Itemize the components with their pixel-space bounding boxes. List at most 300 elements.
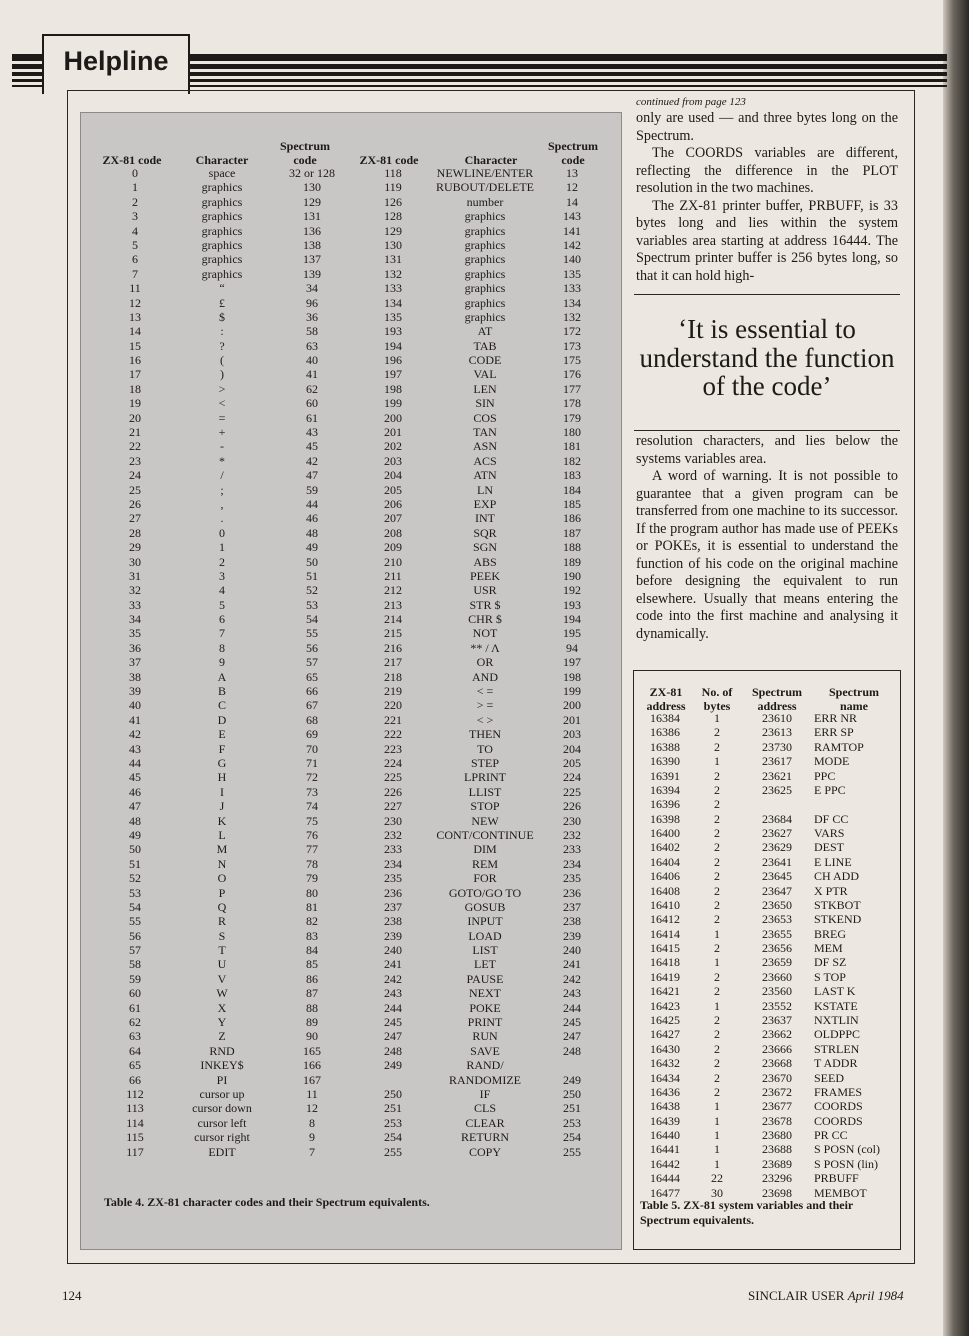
t5-zx-address: 16477	[650, 1185, 680, 1200]
t5-bytes: 2	[714, 840, 720, 855]
t4-character: 1	[219, 540, 225, 555]
t4-zx-code: 2	[132, 194, 138, 209]
t4-spectrum-code: 137	[303, 252, 321, 267]
paragraph: A word of warning. It is not possible to guarantee that a given program can be transferred from one machine to its successor. If the program author has made use of PEEKs or POKEs, it is essential to understand the function of his code on the original machine before designing the equivalent to run elsewhere. Usually that means entering the code into the first machine and analysing it dynamically.	[636, 468, 898, 642]
t5-bytes: 2	[714, 883, 720, 898]
t4-character: F	[218, 741, 226, 756]
t4-character: G	[217, 755, 227, 770]
t4-spectrum-code: 193	[563, 597, 581, 612]
t4-character: POKE	[469, 1000, 501, 1015]
t5-zx-address: 16386	[650, 725, 680, 740]
t4-character: OR	[476, 655, 494, 670]
t4-character: COS	[473, 410, 497, 425]
t4-spectrum-code: 179	[563, 410, 581, 425]
t4-zx-code: 203	[384, 453, 402, 468]
t4-character: NOT	[472, 626, 498, 641]
t4-spectrum-code: 129	[303, 194, 321, 209]
t4-zx-code: 237	[384, 899, 402, 914]
t4-character: LET	[474, 957, 496, 972]
t4-character: IF	[479, 1086, 491, 1101]
t5-header-spec: Spectrum address	[752, 685, 802, 713]
t4-spectrum-code: 185	[563, 496, 581, 511]
t4-spectrum-code: 84	[306, 943, 318, 958]
t5-spectrum-address: 23610	[762, 711, 792, 725]
t4-character: graphics	[464, 266, 506, 281]
t4-spectrum-code: 205	[563, 755, 581, 770]
t4-zx-code: 16	[129, 353, 141, 368]
t5-bytes: 1	[714, 711, 720, 725]
paragraph: The COORDS variables are different, reflecting the difference in the PLOT resolution in the two machines.	[636, 145, 898, 196]
t4-spectrum-code: 32 or 128	[289, 166, 335, 180]
t5-bytes: 1	[714, 1113, 720, 1128]
t4-character: space	[208, 166, 236, 180]
t4-character: graphics	[464, 295, 506, 310]
t5-bytes: 2	[714, 1070, 720, 1085]
t5-bytes: 1	[714, 998, 720, 1013]
t4-zx-code: 242	[384, 971, 402, 986]
t5-spectrum-address: 23621	[762, 768, 792, 783]
t4-zx-code: 56	[129, 928, 141, 943]
t5-zx-address: 16415	[650, 941, 680, 956]
t4-zx-code: 29	[129, 540, 141, 555]
t4-character: NEXT	[469, 986, 501, 1001]
t5-zx-address: 16400	[650, 826, 680, 841]
t4-spectrum-code: 61	[306, 410, 318, 425]
t4-zx-code: 223	[384, 741, 402, 756]
t4-spectrum-code: 190	[563, 568, 581, 583]
t5-bytes: 1	[714, 1156, 720, 1171]
t4-zx-code: 50	[129, 842, 141, 857]
t4-spectrum-code: 139	[303, 266, 321, 281]
t4-spectrum-code: 46	[306, 511, 318, 526]
t5-spectrum-address: 23655	[762, 926, 792, 941]
t4-spectrum-code: 189	[563, 554, 581, 569]
t4-spectrum-code: 11	[306, 1086, 318, 1101]
t4-character: :	[220, 324, 224, 339]
t4-character: U	[217, 957, 227, 972]
t4-zx-code: 221	[384, 712, 402, 727]
t4-character: RUBOUT/DELETE	[436, 180, 534, 195]
t4-spectrum-code: 180	[563, 425, 581, 440]
t5-zx-address: 16396	[650, 797, 680, 812]
t4-zx-code: 49	[129, 827, 141, 842]
t4-character: ASN	[472, 439, 497, 454]
t5-bytes: 1	[714, 754, 720, 769]
t4-spectrum-code: 195	[563, 626, 581, 641]
t4-spectrum-code: 224	[563, 770, 581, 785]
t4-spectrum-code: 56	[306, 640, 318, 655]
t5-zx-address: 16398	[650, 811, 680, 826]
t5-spectrum-name: BREG	[814, 926, 847, 941]
t5-spectrum-address: 23689	[762, 1156, 792, 1171]
t4-character: .	[220, 511, 224, 526]
t4-character: C	[217, 698, 226, 713]
t5-spectrum-name: COORDS	[814, 1099, 863, 1114]
t4-spectrum-code: 238	[563, 914, 581, 929]
t4-zx-code: 65	[129, 1058, 141, 1073]
magazine-name: SINCLAIR USER	[748, 1288, 845, 1303]
t4-character: graphics	[201, 266, 243, 281]
t5-spectrum-name: PPC	[814, 768, 836, 783]
t4-character: <	[218, 396, 226, 411]
t4-zx-code: 51	[129, 856, 141, 871]
t5-spectrum-name: STRLEN	[814, 1041, 860, 1056]
t4-zx-code: 207	[384, 511, 402, 526]
t4-spectrum-code: 47	[306, 468, 318, 483]
t4-zx-code: 61	[129, 1000, 141, 1015]
t4-character: > =	[476, 698, 494, 713]
t5-spectrum-name: LAST K	[814, 984, 856, 999]
t4-spectrum-code: 242	[563, 971, 581, 986]
t4-character: LIST	[472, 943, 498, 958]
t4-character: *	[219, 453, 225, 468]
t4-spectrum-code: 69	[306, 727, 318, 742]
t4-spectrum-code: 45	[306, 439, 318, 454]
t4-character: NEW	[471, 813, 499, 828]
t5-zx-address: 16421	[650, 984, 680, 999]
t4-zx-code: 249	[384, 1058, 402, 1073]
t4-zx-code: 117	[126, 1144, 144, 1159]
t4-spectrum-code: 55	[306, 626, 318, 641]
t4-zx-code: 22	[129, 439, 141, 454]
t4-zx-code: 247	[384, 1029, 402, 1044]
t4-spectrum-code: 245	[563, 1015, 581, 1029]
t5-spectrum-address: 23296	[762, 1171, 792, 1186]
t4-zx-code: 211	[384, 568, 402, 583]
t4-spectrum-code: 204	[563, 741, 581, 756]
t4-character: LN	[477, 482, 493, 497]
t4-spectrum-code: 63	[306, 338, 318, 353]
t4-spectrum-code: 83	[306, 928, 318, 943]
t5-zx-address: 16394	[650, 782, 680, 797]
t4-zx-code: 52	[129, 871, 141, 886]
t4-zx-code: 62	[129, 1015, 141, 1029]
t4-spectrum-code: 74	[306, 799, 318, 814]
t4-character: graphics	[201, 223, 243, 238]
t4-zx-code: 212	[384, 583, 402, 598]
t4-spectrum-code: 165	[303, 1043, 321, 1058]
t4-spectrum-code: 200	[563, 698, 581, 713]
t4-character: THEN	[469, 727, 501, 742]
t4-zx-code: 217	[384, 655, 402, 670]
t4-zx-code: 236	[384, 885, 402, 900]
t4-zx-code: 198	[384, 381, 402, 396]
t4-character: number	[466, 194, 504, 209]
t5-zx-address: 16418	[650, 955, 680, 970]
t4-zx-code: 129	[384, 223, 402, 238]
t4-spectrum-code: 14	[566, 194, 578, 209]
t4-spectrum-code: 71	[306, 755, 318, 770]
t4-zx-code: 28	[129, 525, 141, 540]
t4-character: INKEY$	[200, 1058, 244, 1073]
t4-zx-code: 216	[384, 640, 402, 655]
t4-character: REM	[471, 856, 498, 871]
t4-zx-code: 53	[129, 885, 141, 900]
t4-spectrum-code: 239	[563, 928, 581, 943]
t5-spectrum-name: T ADDR	[814, 1056, 858, 1071]
t4-zx-code: 44	[129, 755, 141, 770]
t4-zx-code: 112	[126, 1086, 144, 1101]
t4-spectrum-code: 44	[306, 496, 318, 511]
t4-zx-code: 204	[384, 468, 402, 483]
paragraph: resolution characters, and lies below the systems variables area.	[636, 433, 898, 467]
t4-character: graphics	[464, 281, 506, 296]
t4-character: < =	[476, 684, 494, 699]
t4-character: STR $	[469, 597, 501, 612]
t4-zx-code: 4	[132, 223, 138, 238]
t4-spectrum-code: 253	[563, 1115, 581, 1130]
t4-zx-code: 30	[129, 554, 141, 569]
t4-zx-code: 45	[129, 770, 141, 785]
t4-spectrum-code: 12	[566, 180, 578, 195]
t4-character: V	[217, 971, 227, 986]
t4-zx-code: 21	[129, 425, 141, 440]
t4-spectrum-code: 85	[306, 957, 318, 972]
t4-spectrum-code: 203	[563, 727, 581, 742]
t4-zx-code: 63	[129, 1029, 141, 1044]
t4-spectrum-code: 140	[563, 252, 581, 267]
t4-character: LLIST	[468, 784, 502, 799]
t4-header-char: Character	[195, 153, 249, 167]
t5-spectrum-address: 23613	[762, 725, 792, 740]
t4-spectrum-code: 65	[306, 669, 318, 684]
page-number: 124	[62, 1288, 82, 1303]
t4-character: EXP	[473, 496, 497, 511]
t4-spectrum-code: 96	[306, 295, 318, 310]
t5-spectrum-address: 23698	[762, 1185, 792, 1200]
t4-character: 2	[219, 554, 225, 569]
t4-character: SGN	[472, 540, 497, 555]
t4-zx-code: 57	[129, 943, 141, 958]
t4-spectrum-code: 77	[306, 842, 318, 857]
t4-spectrum-code: 183	[563, 468, 581, 483]
t4-character: ?	[219, 338, 225, 353]
section-tab	[42, 34, 190, 94]
t4-spectrum-code: 59	[306, 482, 318, 497]
t4-zx-code: 225	[384, 770, 402, 785]
t4-spectrum-code: 41	[306, 367, 318, 382]
t4-zx-code: 214	[384, 612, 402, 627]
t4-character: W	[216, 986, 228, 1001]
t4-character: graphics	[464, 237, 506, 252]
t5-spectrum-address: 23688	[762, 1142, 792, 1157]
t4-character: TO	[477, 741, 493, 756]
t4-spectrum-code: 248	[563, 1043, 581, 1058]
t4-spectrum-code: 166	[303, 1058, 321, 1073]
t4-zx-code: 0	[132, 166, 138, 180]
t4-character: DIM	[473, 842, 497, 857]
t4-spectrum-code: 197	[563, 655, 581, 670]
t4-spectrum-code: 188	[563, 540, 581, 555]
t4-zx-code: 39	[129, 684, 141, 699]
t4-character: CLEAR	[465, 1115, 505, 1130]
t4-character: “	[219, 281, 225, 296]
t4-zx-code: 230	[384, 813, 402, 828]
t5-zx-address: 16441	[650, 1142, 680, 1157]
t5-spectrum-name: E LINE	[814, 854, 852, 869]
t4-zx-code: 220	[384, 698, 402, 713]
t5-spectrum-name: COORDS	[814, 1113, 863, 1128]
pull-quote: ‘It is essential to understand the function of the code’	[639, 314, 895, 401]
t5-spectrum-name: MEMBOT	[814, 1185, 867, 1200]
t4-zx-code: 208	[384, 525, 402, 540]
t4-character: R	[217, 914, 226, 929]
t5-zx-address: 16410	[650, 897, 680, 912]
t4-zx-code: 134	[384, 295, 402, 310]
t5-zx-address: 16439	[650, 1113, 680, 1128]
t5-spectrum-name: X PTR	[814, 883, 848, 898]
t4-spectrum-code: 72	[306, 770, 318, 785]
t4-zx-code: 206	[384, 496, 402, 511]
t4-zx-code: 114	[126, 1115, 144, 1130]
t5-bytes: 2	[714, 969, 720, 984]
t4-header-char-2: Character	[464, 153, 518, 167]
t4-zx-code: 41	[129, 712, 141, 727]
t4-zx-code: 133	[384, 281, 402, 296]
t4-character: graphics	[201, 209, 243, 224]
t4-character: SAVE	[470, 1043, 500, 1058]
t5-zx-address: 16444	[650, 1171, 680, 1186]
t4-spectrum-code: 184	[563, 482, 581, 497]
t5-bytes: 2	[714, 854, 720, 869]
t4-character: RUN	[472, 1029, 498, 1044]
t4-spectrum-code: 8	[309, 1115, 315, 1130]
t4-zx-code: 194	[384, 338, 402, 353]
t4-character: 0	[219, 525, 225, 540]
t4-spectrum-code: 87	[306, 986, 318, 1001]
t4-character: INT	[475, 511, 495, 526]
t5-zx-address: 16432	[650, 1056, 680, 1071]
t4-spectrum-code: 79	[306, 871, 318, 886]
t4-character: STEP	[470, 755, 499, 770]
t4-character: H	[217, 770, 227, 785]
t4-zx-code: 1	[132, 180, 138, 195]
t4-character: PAUSE	[466, 971, 504, 986]
t4-spectrum-code: 250	[563, 1086, 581, 1101]
t4-character: EDIT	[208, 1144, 236, 1159]
t4-character: cursor right	[194, 1130, 250, 1145]
t4-character: graphics	[464, 209, 506, 224]
t4-spectrum-code: 254	[563, 1130, 581, 1145]
t5-spectrum-name: CH ADD	[814, 869, 860, 884]
t4-character: >	[218, 381, 226, 396]
t5-spectrum-address: 23629	[762, 840, 792, 855]
t4-character: RND	[209, 1043, 235, 1058]
t4-spectrum-code: 176	[563, 367, 581, 382]
t4-zx-code: 115	[126, 1130, 144, 1145]
t4-character: £	[219, 295, 225, 310]
t5-zx-address: 16404	[650, 854, 680, 869]
t4-zx-code: 7	[132, 266, 138, 281]
t4-zx-code: 3	[132, 209, 138, 224]
t4-zx-code: 135	[384, 309, 402, 324]
t4-spectrum-code: 198	[563, 669, 581, 684]
t5-spectrum-address: 23625	[762, 782, 792, 797]
t4-spectrum-code: 94	[566, 640, 578, 655]
t4-spectrum-code: 51	[306, 568, 318, 583]
t4-zx-code: 32	[129, 583, 141, 598]
t4-zx-code: 199	[384, 396, 402, 411]
t4-character: cursor up	[199, 1086, 245, 1101]
t4-zx-code: 128	[384, 209, 402, 224]
t5-zx-address: 16412	[650, 912, 680, 927]
t4-character: ACS	[473, 453, 497, 468]
t4-character: graphics	[201, 180, 243, 195]
t4-spectrum-code: 247	[563, 1029, 581, 1044]
t4-zx-code: 54	[129, 899, 141, 914]
t4-zx-code: 251	[384, 1101, 402, 1116]
t4-zx-code: 59	[129, 971, 141, 986]
t5-spectrum-name: S TOP	[814, 969, 846, 984]
t4-character: CONT/CONTINUE	[436, 827, 534, 842]
t5-spectrum-name: ERR SP	[814, 725, 854, 740]
t4-character: GOSUB	[464, 899, 506, 914]
t5-zx-address: 16419	[650, 969, 680, 984]
t4-character: graphics	[201, 237, 243, 252]
t4-character: RANDOMIZE	[449, 1072, 521, 1087]
t4-zx-code: 205	[384, 482, 402, 497]
paragraph: only are used — and three bytes long on the Spectrum.	[636, 110, 898, 144]
t4-spectrum-code: 255	[563, 1144, 581, 1159]
t4-character: TAB	[473, 338, 497, 353]
t4-zx-code: 210	[384, 554, 402, 569]
quote-rule-bottom	[634, 430, 900, 431]
t4-zx-code: 248	[384, 1043, 402, 1058]
t4-zx-code: 33	[129, 597, 141, 612]
t4-spectrum-code: 81	[306, 899, 318, 914]
t4-zx-code: 132	[384, 266, 402, 281]
t4-character: /	[220, 468, 224, 483]
t4-character: COPY	[468, 1144, 501, 1159]
t5-spectrum-name: NXTLIN	[814, 1012, 859, 1027]
t5-header-name: Spectrum name	[829, 685, 879, 713]
t5-spectrum-name: DF CC	[814, 811, 849, 826]
t5-spectrum-address: 23672	[762, 1084, 792, 1099]
t4-zx-code: 254	[384, 1130, 402, 1145]
t4-character: (	[220, 353, 224, 368]
t4-character: M	[216, 842, 228, 857]
t4-spectrum-code: 60	[306, 396, 318, 411]
t4-spectrum-code: 40	[306, 353, 318, 368]
t5-spectrum-address: 23666	[762, 1041, 792, 1056]
t5-zx-address: 16414	[650, 926, 680, 941]
t5-spectrum-name: S POSN (col)	[814, 1142, 881, 1157]
t4-spectrum-code: 12	[306, 1101, 318, 1116]
t4-spectrum-code: 13	[566, 166, 578, 180]
t5-bytes: 2	[714, 897, 720, 912]
t4-spectrum-code: 226	[563, 799, 581, 814]
t4-zx-code: 130	[384, 237, 402, 252]
t5-bytes: 2	[714, 768, 720, 783]
t5-bytes: 22	[711, 1171, 723, 1186]
t4-character: 7	[219, 626, 225, 641]
t5-spectrum-name: FRAMES	[814, 1084, 863, 1099]
t5-spectrum-name: RAMTOP	[814, 739, 864, 754]
t5-spectrum-address: 23552	[762, 998, 792, 1013]
t4-spectrum-code: 9	[309, 1130, 315, 1145]
t5-zx-address: 16430	[650, 1041, 680, 1056]
t4-zx-code: 46	[129, 784, 141, 799]
t4-spectrum-code: 240	[563, 943, 581, 958]
t4-spectrum-code: 34	[306, 281, 318, 296]
t5-spectrum-name: VARS	[814, 826, 845, 841]
t4-character: T	[218, 943, 226, 958]
t5-zx-address: 16402	[650, 840, 680, 855]
t5-spectrum-name: PRBUFF	[814, 1171, 859, 1186]
t4-spectrum-code: 49	[306, 540, 318, 555]
t4-zx-code: 201	[384, 425, 402, 440]
table5-caption: Table 5. ZX-81 system variables and their Spectrum equivalents.	[640, 1198, 854, 1227]
